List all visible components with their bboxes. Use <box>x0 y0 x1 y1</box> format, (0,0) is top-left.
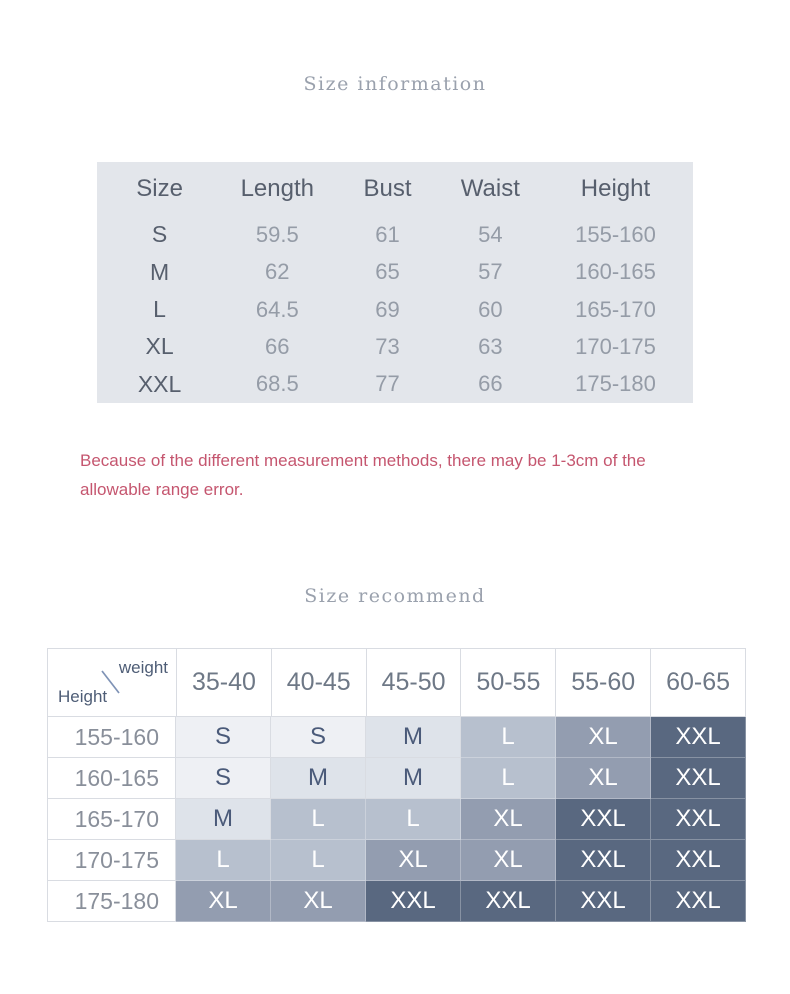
size-table-header-cell: Size <box>136 175 183 202</box>
size-table-header-cell: Waist <box>460 175 520 202</box>
corner-height-label: Height <box>58 687 108 706</box>
size-value-cell: 170-175 <box>575 333 656 359</box>
size-recommend-cell: S <box>176 717 271 758</box>
size-recommend-cell: S <box>176 758 271 799</box>
size-value-cell: 160-165 <box>575 259 656 285</box>
size-value-cell: 54 <box>478 221 503 247</box>
size-recommend-cell: M <box>176 799 271 840</box>
size-recommend-cell: L <box>176 840 271 881</box>
weight-header-cell: 60-65 <box>651 649 746 717</box>
height-label-cell: 160-165 <box>48 758 176 799</box>
size-recommend-title: Size recommend <box>304 585 486 607</box>
size-value-cell: 66 <box>478 371 503 397</box>
size-recommend-cell: L <box>271 799 366 840</box>
size-table-header-cell: Bust <box>363 175 412 202</box>
size-value-cell: 64.5 <box>255 296 299 322</box>
size-value-cell: 62 <box>265 259 290 285</box>
size-recommend-cell: XXL <box>556 799 651 840</box>
size-recommend-cell: XXL <box>556 840 651 881</box>
size-recommend-cell: S <box>271 717 366 758</box>
size-label-cell: M <box>149 258 170 285</box>
size-recommend-cell: XL <box>556 717 651 758</box>
size-table-header-cell: Height <box>580 175 651 202</box>
size-recommend-cell: L <box>461 717 556 758</box>
size-table-row <box>97 328 693 365</box>
size-value-cell: 73 <box>375 333 400 359</box>
size-recommend-cell: XXL <box>651 758 746 799</box>
size-value-cell: 68.5 <box>255 371 299 397</box>
size-value-cell: 65 <box>375 259 400 285</box>
size-value-cell: 57 <box>478 259 503 285</box>
size-value-cell: 77 <box>375 371 400 397</box>
size-recommend-cell: XXL <box>651 799 746 840</box>
size-table-header-cell: Length <box>240 175 314 202</box>
size-label-cell: S <box>151 221 168 248</box>
weight-header-cell: 35-40 <box>177 649 272 717</box>
size-recommend-cell: XL <box>176 881 271 922</box>
recommend-header-row <box>48 649 746 717</box>
size-value-cell: 165-170 <box>575 296 656 322</box>
size-recommend-cell: L <box>366 799 461 840</box>
recommend-row <box>48 758 746 799</box>
size-value-cell: 155-160 <box>575 221 656 247</box>
size-label-cell: XL <box>145 333 174 360</box>
size-information-title: Size information <box>303 73 487 95</box>
size-recommend-cell: XXL <box>461 881 556 922</box>
size-recommend-cell: XL <box>271 881 366 922</box>
measurement-note-line1: Because of the different measurement methods, there may be 1-3cm of the <box>80 451 646 470</box>
size-table-row <box>97 253 693 290</box>
size-table-header-row <box>97 162 693 216</box>
size-label-cell: L <box>153 296 166 323</box>
corner-cell <box>48 649 177 717</box>
size-recommend-cell: L <box>461 758 556 799</box>
size-recommend-cell: XXL <box>651 717 746 758</box>
size-value-cell: 69 <box>375 296 400 322</box>
size-recommend-cell: XXL <box>651 840 746 881</box>
size-value-cell: 66 <box>265 333 290 359</box>
size-recommend-cell: L <box>271 840 366 881</box>
size-recommend-cell: XXL <box>556 881 651 922</box>
corner-weight-label: weight <box>118 658 168 677</box>
size-recommend-cell: XL <box>366 840 461 881</box>
measurement-note <box>80 446 720 504</box>
size-recommend-cell: M <box>271 758 366 799</box>
size-table <box>97 162 693 403</box>
size-recommend-cell: M <box>366 717 461 758</box>
weight-header-cell: 40-45 <box>272 649 367 717</box>
size-recommend-cell: XL <box>556 758 651 799</box>
recommend-row <box>48 840 746 881</box>
size-recommend-table <box>47 648 746 922</box>
size-value-cell: 59.5 <box>255 221 299 247</box>
weight-header-cell: 50-55 <box>461 649 556 717</box>
size-recommend-cell: M <box>366 758 461 799</box>
size-value-cell: 175-180 <box>575 371 656 397</box>
size-value-cell: 63 <box>478 333 503 359</box>
size-table-body <box>97 216 693 403</box>
measurement-note-line2: allowable range error. <box>80 480 244 499</box>
weight-header-cell: 45-50 <box>367 649 462 717</box>
recommend-row <box>48 717 746 758</box>
size-value-cell: 61 <box>375 221 400 247</box>
size-table-row <box>97 216 693 253</box>
weight-header-cell: 55-60 <box>556 649 651 717</box>
size-label-cell: XXL <box>137 370 182 397</box>
size-recommend-cell: XXL <box>366 881 461 922</box>
size-recommend-cell: XL <box>461 799 556 840</box>
height-label-cell: 170-175 <box>48 840 176 881</box>
height-label-cell: 165-170 <box>48 799 176 840</box>
recommend-row <box>48 799 746 840</box>
size-recommend-cell: XXL <box>651 881 746 922</box>
size-table-row <box>97 366 693 403</box>
recommend-row <box>48 881 746 922</box>
size-value-cell: 60 <box>478 296 503 322</box>
height-label-cell: 175-180 <box>48 881 176 922</box>
height-label-cell: 155-160 <box>48 717 176 758</box>
size-recommend-cell: XL <box>461 840 556 881</box>
size-table-row <box>97 291 693 328</box>
